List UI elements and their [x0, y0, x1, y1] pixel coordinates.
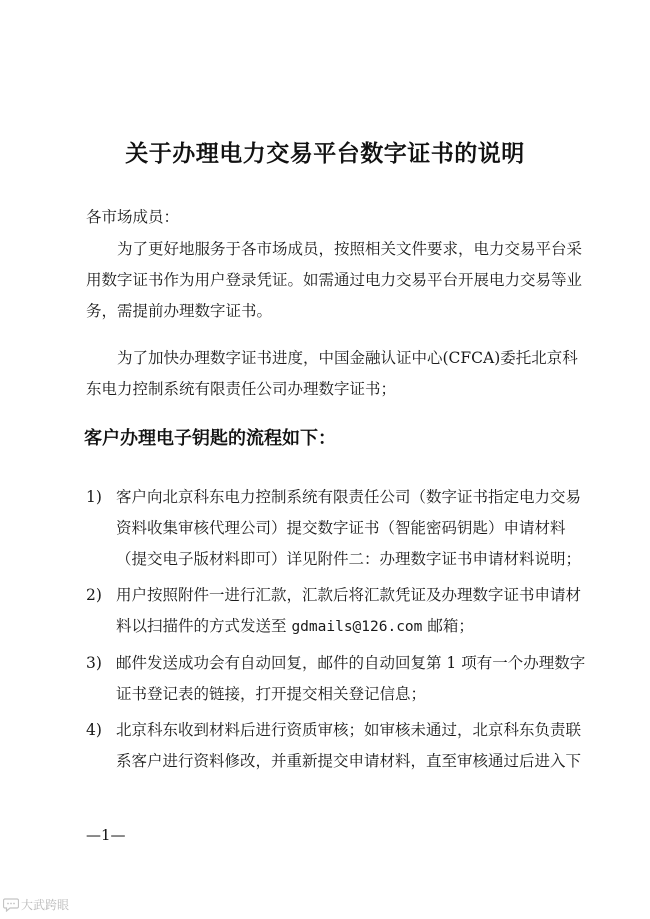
- chat-bubble-icon: [3, 898, 19, 912]
- document-title: 关于办理电力交易平台数字证书的说明: [125, 141, 525, 167]
- watermark: [3, 896, 69, 913]
- step-number: 3): [86, 654, 102, 672]
- step-number: 1): [86, 488, 102, 506]
- step-item-1: [86, 482, 586, 575]
- page-number: —1—: [86, 826, 126, 844]
- watermark-text: 大武跨眼: [21, 898, 70, 912]
- step-number: 4): [86, 721, 102, 739]
- process-steps-list: [86, 482, 586, 782]
- step-text: 客户向北京科东电力控制系统有限责任公司（数字证书指定电力交易资料收集审核代理公司）提交数字证书（智能密码钥匙）申请材料（提交电子版材料即可）详见附件二：办理数字证书申请材料说明；: [116, 488, 582, 568]
- step-item-4: [86, 715, 586, 777]
- paragraph-1: 为了更好地服务于各市场成员，按照相关文件要求，电力交易平台采用数字证书作为用户登录凭证。如需通过电力交易平台开展电力交易等业务，需提前办理数字证书。: [86, 240, 583, 320]
- section-heading: 客户办理电子钥匙的流程如下：: [84, 428, 336, 449]
- step-text-tail: 邮箱；: [422, 617, 474, 635]
- paragraph-2: 为了加快办理数字证书进度，中国金融认证中心(CFCA)委托北京科东电力控制系统有限责任公司办理数字证书；: [86, 349, 578, 398]
- step-text: 用户按照附件一进行汇款，汇款后将汇款凭证及办理数字证书申请材料以扫描件的方式发送至: [116, 586, 582, 635]
- step-text: 邮件发送成功会有自动回复，邮件的自动回复第 1 项有一个办理数字证书登记表的链接，打开提交相关登记信息；: [116, 654, 586, 703]
- email-address: gdmails@126.com: [291, 619, 423, 635]
- step-item-2: [86, 580, 586, 643]
- step-item-3: [86, 648, 586, 710]
- step-number: 2): [86, 586, 102, 604]
- salutation: 各市场成员：: [86, 208, 180, 226]
- step-text: 北京科东收到材料后进行资质审核；如审核未通过，北京科东负责联系客户进行资料修改，并重新提交申请材料，直至审核通过后进入下: [116, 721, 582, 770]
